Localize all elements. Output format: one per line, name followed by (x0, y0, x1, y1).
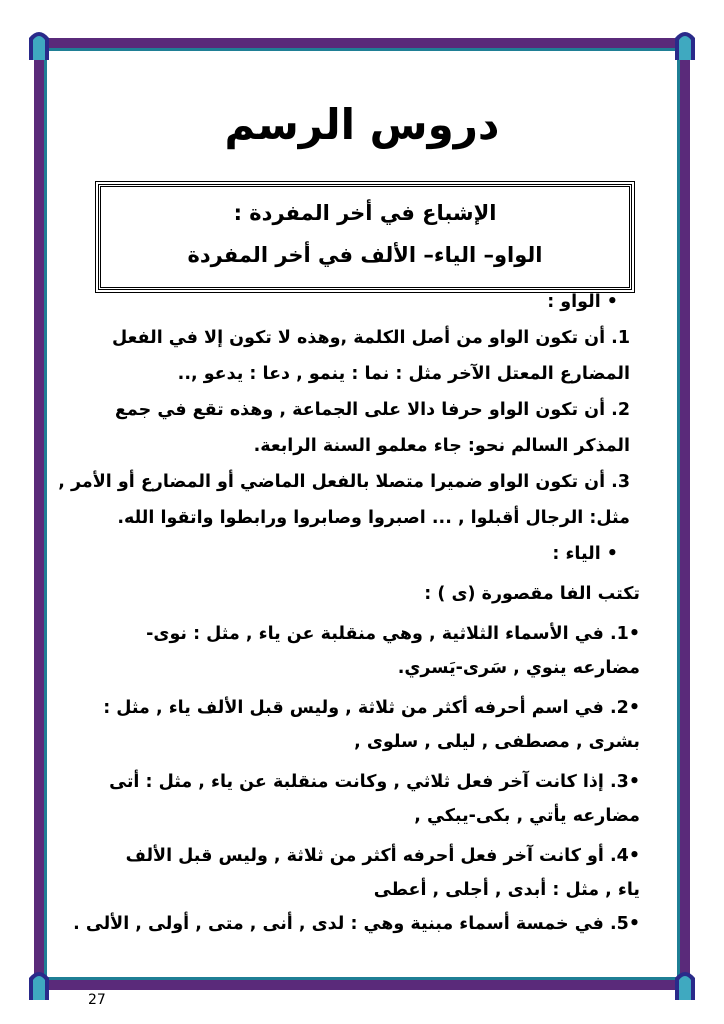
alif-rule-4-cont: ياء , مثل : أبدى , أجلى , أعطى (373, 880, 640, 900)
alif-rule-1: •1. في الأسماء الثلاثية , وهي منقلبة عن ياء , مثل : نوى- (146, 624, 640, 644)
corner-ornament-top-right (674, 26, 696, 60)
corner-ornament-bottom-left (28, 966, 50, 1000)
section-heading-waw: • الواو : (547, 292, 618, 312)
rule-2: 2. أن تكون الواو حرفا دالا على الجماعة , وهذه تقع في جمع (114, 400, 630, 420)
alif-rule-1-cont: مضارعه ينوي , سَرى-يَسري. (397, 658, 640, 678)
topic-box (98, 184, 632, 290)
rule-1-cont: المضارع المعتل الآخر مثل : نما : ينمو , دعا : يدعو ,.. (177, 364, 630, 384)
border-right (680, 44, 690, 986)
rule-3: 3. أن تكون الواو ضميرا متصلا بالفعل الماضي أو المضارع أو الأمر , (58, 472, 630, 492)
topic-line-1: الإشباع في أخر المفردة : (233, 201, 497, 225)
alif-rule-5: •5. في خمسة أسماء مبنية وهي : لدى , أنى , متى , أولى , الألى . (73, 914, 640, 934)
alif-rule-2: •2. في اسم أحرفه أكثر من ثلاثة , وليس قبل الألف ياء , مثل : (103, 698, 640, 718)
border-right-inner (677, 50, 680, 978)
border-top-inner (44, 48, 680, 51)
border-left (34, 44, 44, 986)
rule-1: 1. أن تكون الواو من أصل الكلمة ,وهذه لا تكون إلا في الفعل (112, 328, 630, 348)
page-number: 27 (88, 992, 106, 1008)
border-left-inner (44, 50, 47, 978)
page-title: دروس الرسم (224, 100, 500, 149)
border-bottom-inner (44, 977, 680, 980)
section-heading-yaa: • الياء : (552, 544, 618, 564)
corner-ornament-top-left (28, 26, 50, 60)
alif-rule-3-cont: مضارعه يأتي , بكى-يبكي , (414, 806, 640, 826)
corner-ornament-bottom-right (674, 966, 696, 1000)
border-top (30, 38, 694, 48)
alif-rule-3: •3. إذا كانت آخر فعل ثلاثي , وكانت منقلبة عن ياء , مثل : أتى (109, 772, 640, 792)
border-bottom (30, 980, 694, 990)
rule-2-cont: المذكر السالم نحو: جاء معلمو السنة الرابعة. (253, 436, 630, 456)
page-content (58, 58, 666, 1008)
alif-rule-2-cont: بشرى , مصطفى , ليلى , سلوى , (354, 732, 640, 752)
alif-maqsura-heading: تكتب الفا مقصورة (ى ) : (424, 584, 640, 604)
rule-3-cont: مثل: الرجال أقبلوا , ... اصبروا وصابروا ورابطوا واتقوا الله. (117, 508, 630, 528)
topic-line-2: الواو– الياء– الألف في أخر المفردة (187, 243, 543, 267)
alif-rule-4: •4. أو كانت آخر فعل أحرفه أكثر من ثلاثة , وليس قبل الألف (125, 846, 640, 866)
